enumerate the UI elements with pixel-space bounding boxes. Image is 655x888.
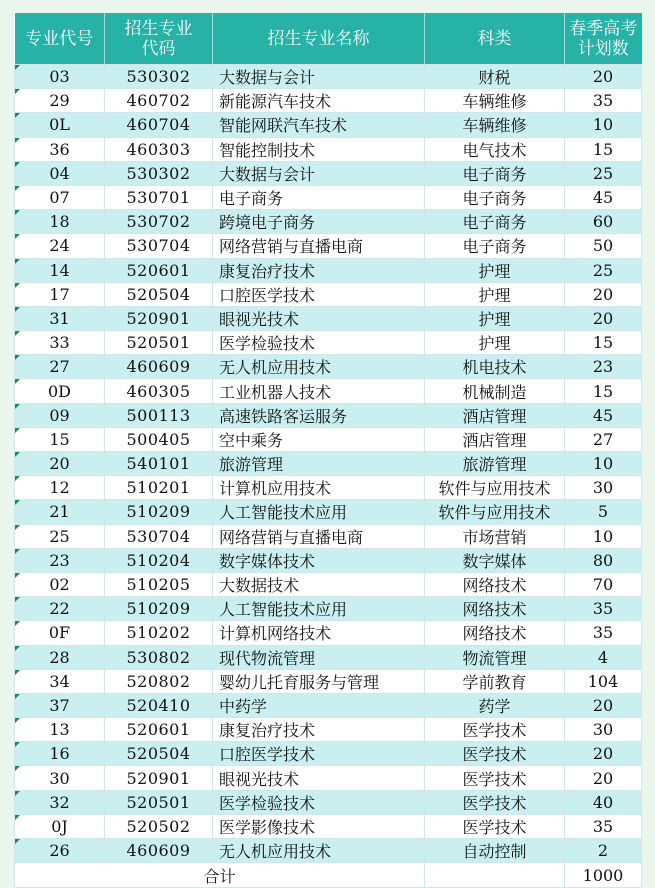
- table-row: [15, 814, 642, 838]
- row-major-code-cell: 520901: [105, 766, 213, 790]
- row-category-cell: 医学技术: [425, 766, 565, 790]
- row-major-name-cell: 空中乘务: [213, 427, 425, 451]
- table-row: [15, 766, 642, 790]
- row-code-cell: 02: [15, 572, 105, 596]
- row-plan-cell: 50: [565, 234, 642, 258]
- row-category-cell: 电子商务: [425, 185, 565, 209]
- row-code-cell: 25: [15, 524, 105, 548]
- row-category-cell: 护理: [425, 331, 565, 355]
- row-major-code-cell: 540101: [105, 452, 213, 476]
- row-code-cell: 0F: [15, 621, 105, 645]
- row-code-cell: 04: [15, 161, 105, 185]
- row-code-cell: 24: [15, 234, 105, 258]
- row-major-code-cell: 460609: [105, 839, 213, 863]
- row-major-name-cell: 大数据与会计: [213, 65, 425, 89]
- row-major-code-cell: 520601: [105, 258, 213, 282]
- row-code-cell: 27: [15, 355, 105, 379]
- row-major-name-cell: 口腔医学技术: [213, 742, 425, 766]
- row-code-cell: 22: [15, 597, 105, 621]
- row-major-code-cell: 530704: [105, 524, 213, 548]
- row-category-cell: 自动控制: [425, 839, 565, 863]
- row-major-code-cell: 460303: [105, 137, 213, 161]
- row-category-cell: 物流管理: [425, 645, 565, 669]
- row-major-code-cell: 500405: [105, 427, 213, 451]
- row-plan-cell: 23: [565, 355, 642, 379]
- row-category-cell: 财税: [425, 65, 565, 89]
- row-major-name-cell: 康复治疗技术: [213, 718, 425, 742]
- total-row: [15, 863, 642, 888]
- row-plan-cell: 30: [565, 476, 642, 500]
- row-code-cell: 26: [15, 839, 105, 863]
- table-row: [15, 210, 642, 234]
- table-row: [15, 452, 642, 476]
- row-major-name-cell: 医学检验技术: [213, 790, 425, 814]
- row-major-name-cell: 眼视光技术: [213, 766, 425, 790]
- table-row: [15, 500, 642, 524]
- row-major-code-cell: 520502: [105, 814, 213, 838]
- row-code-cell: 36: [15, 137, 105, 161]
- row-major-name-cell: 婴幼儿托育服务与管理: [213, 669, 425, 693]
- table-row: [15, 790, 642, 814]
- row-major-name-cell: 计算机应用技术: [213, 476, 425, 500]
- row-major-name-cell: 无人机应用技术: [213, 355, 425, 379]
- row-category-cell: 护理: [425, 258, 565, 282]
- row-code-cell: 30: [15, 766, 105, 790]
- row-code-cell: 20: [15, 452, 105, 476]
- row-plan-cell: 20: [565, 766, 642, 790]
- row-major-name-cell: 人工智能技术应用: [213, 597, 425, 621]
- row-major-code-cell: 520504: [105, 282, 213, 306]
- row-major-code-cell: 520901: [105, 306, 213, 330]
- row-plan-cell: 40: [565, 790, 642, 814]
- row-category-cell: 护理: [425, 306, 565, 330]
- table-row: [15, 572, 642, 596]
- row-plan-cell: 35: [565, 814, 642, 838]
- table-row: [15, 258, 642, 282]
- header-plan-text: 春季高考 计划数: [569, 18, 638, 59]
- table-row: [15, 476, 642, 500]
- row-major-code-cell: 460704: [105, 113, 213, 137]
- row-major-name-cell: 大数据与会计: [213, 161, 425, 185]
- table-row: [15, 839, 642, 863]
- table-row: [15, 113, 642, 137]
- row-plan-cell: 104: [565, 669, 642, 693]
- row-plan-cell: 20: [565, 282, 642, 306]
- row-category-cell: 机电技术: [425, 355, 565, 379]
- table-row: [15, 282, 642, 306]
- row-plan-cell: 35: [565, 621, 642, 645]
- row-code-cell: 33: [15, 331, 105, 355]
- row-major-name-cell: 网络营销与直播电商: [213, 234, 425, 258]
- row-code-cell: 0D: [15, 379, 105, 403]
- row-plan-cell: 4: [565, 645, 642, 669]
- row-major-name-cell: 眼视光技术: [213, 306, 425, 330]
- row-major-code-cell: 460702: [105, 89, 213, 113]
- row-category-cell: 数字媒体: [425, 548, 565, 572]
- row-plan-cell: 10: [565, 524, 642, 548]
- total-empty: [425, 863, 565, 888]
- row-code-cell: 31: [15, 306, 105, 330]
- row-major-code-cell: 530802: [105, 645, 213, 669]
- row-major-code-cell: 510209: [105, 597, 213, 621]
- row-major-name-cell: 跨境电子商务: [213, 210, 425, 234]
- header-major-name: 招生专业名称: [213, 13, 425, 65]
- row-code-cell: 16: [15, 742, 105, 766]
- row-major-name-cell: 计算机网络技术: [213, 621, 425, 645]
- total-label: 合计: [15, 863, 425, 888]
- row-category-cell: 药学: [425, 693, 565, 717]
- row-major-name-cell: 口腔医学技术: [213, 282, 425, 306]
- row-category-cell: 电子商务: [425, 234, 565, 258]
- row-code-cell: 12: [15, 476, 105, 500]
- row-plan-cell: 20: [565, 306, 642, 330]
- table-row: [15, 161, 642, 185]
- row-major-name-cell: 医学影像技术: [213, 814, 425, 838]
- row-plan-cell: 5: [565, 500, 642, 524]
- row-code-cell: 28: [15, 645, 105, 669]
- row-major-code-cell: 500113: [105, 403, 213, 427]
- row-code-cell: 15: [15, 427, 105, 451]
- enrollment-plan-table: [14, 13, 642, 888]
- row-major-name-cell: 中药学: [213, 693, 425, 717]
- row-major-name-cell: 数字媒体技术: [213, 548, 425, 572]
- table-row: [15, 621, 642, 645]
- row-category-cell: 网络技术: [425, 597, 565, 621]
- row-plan-cell: 2: [565, 839, 642, 863]
- row-major-name-cell: 电子商务: [213, 185, 425, 209]
- table-row: [15, 548, 642, 572]
- row-plan-cell: 15: [565, 331, 642, 355]
- row-category-cell: 医学技术: [425, 718, 565, 742]
- table-row: [15, 669, 642, 693]
- row-plan-cell: 60: [565, 210, 642, 234]
- row-code-cell: 07: [15, 185, 105, 209]
- row-plan-cell: 35: [565, 89, 642, 113]
- row-plan-cell: 10: [565, 113, 642, 137]
- row-major-name-cell: 人工智能技术应用: [213, 500, 425, 524]
- row-major-name-cell: 智能网联汽车技术: [213, 113, 425, 137]
- table-row: [15, 427, 642, 451]
- row-category-cell: 医学技术: [425, 790, 565, 814]
- row-category-cell: 酒店管理: [425, 427, 565, 451]
- row-plan-cell: 25: [565, 161, 642, 185]
- header-major-code: [105, 13, 213, 65]
- row-major-code-cell: 520504: [105, 742, 213, 766]
- row-plan-cell: 80: [565, 548, 642, 572]
- row-code-cell: 18: [15, 210, 105, 234]
- row-category-cell: 电子商务: [425, 161, 565, 185]
- row-major-code-cell: 460609: [105, 355, 213, 379]
- table-row: [15, 718, 642, 742]
- header-code: 专业代号: [15, 13, 105, 65]
- table-row: [15, 137, 642, 161]
- row-major-name-cell: 新能源汽车技术: [213, 89, 425, 113]
- row-major-code-cell: 460305: [105, 379, 213, 403]
- row-major-code-cell: 520501: [105, 331, 213, 355]
- row-plan-cell: 20: [565, 693, 642, 717]
- table-row: [15, 403, 642, 427]
- row-category-cell: 酒店管理: [425, 403, 565, 427]
- row-category-cell: 医学技术: [425, 742, 565, 766]
- row-code-cell: 37: [15, 693, 105, 717]
- row-code-cell: 03: [15, 65, 105, 89]
- row-plan-cell: 45: [565, 403, 642, 427]
- row-major-name-cell: 现代物流管理: [213, 645, 425, 669]
- row-major-code-cell: 530302: [105, 65, 213, 89]
- row-major-name-cell: 大数据技术: [213, 572, 425, 596]
- row-code-cell: 0J: [15, 814, 105, 838]
- row-major-code-cell: 510201: [105, 476, 213, 500]
- table-row: [15, 379, 642, 403]
- table-row: [15, 234, 642, 258]
- row-plan-cell: 15: [565, 379, 642, 403]
- row-major-code-cell: 520802: [105, 669, 213, 693]
- row-code-cell: 0L: [15, 113, 105, 137]
- row-category-cell: 旅游管理: [425, 452, 565, 476]
- row-major-name-cell: 无人机应用技术: [213, 839, 425, 863]
- row-major-name-cell: 网络营销与直播电商: [213, 524, 425, 548]
- row-plan-cell: 20: [565, 65, 642, 89]
- row-code-cell: 32: [15, 790, 105, 814]
- table-row: [15, 65, 642, 89]
- row-major-code-cell: 530701: [105, 185, 213, 209]
- row-plan-cell: 25: [565, 258, 642, 282]
- row-major-code-cell: 510209: [105, 500, 213, 524]
- header-major-code-text: 招生专业 代码: [124, 18, 193, 59]
- row-plan-cell: 20: [565, 742, 642, 766]
- row-major-name-cell: 旅游管理: [213, 452, 425, 476]
- row-plan-cell: 15: [565, 137, 642, 161]
- row-category-cell: 软件与应用技术: [425, 476, 565, 500]
- row-major-name-cell: 医学检验技术: [213, 331, 425, 355]
- table-row: [15, 597, 642, 621]
- row-major-code-cell: 510205: [105, 572, 213, 596]
- row-category-cell: 电气技术: [425, 137, 565, 161]
- total-value: 1000: [565, 863, 642, 888]
- row-category-cell: 网络技术: [425, 572, 565, 596]
- header-category: 科类: [425, 13, 565, 65]
- row-major-name-cell: 高速铁路客运服务: [213, 403, 425, 427]
- row-category-cell: 电子商务: [425, 210, 565, 234]
- table-row: [15, 524, 642, 548]
- row-category-cell: 市场营销: [425, 524, 565, 548]
- row-category-cell: 车辆维修: [425, 113, 565, 137]
- table-row: [15, 89, 642, 113]
- row-code-cell: 21: [15, 500, 105, 524]
- row-plan-cell: 30: [565, 718, 642, 742]
- row-major-name-cell: 智能控制技术: [213, 137, 425, 161]
- row-code-cell: 34: [15, 669, 105, 693]
- table-body: [15, 65, 642, 863]
- enrollment-table-panel: [14, 13, 641, 886]
- row-major-code-cell: 530702: [105, 210, 213, 234]
- row-major-name-cell: 工业机器人技术: [213, 379, 425, 403]
- row-major-code-cell: 510202: [105, 621, 213, 645]
- table-row: [15, 331, 642, 355]
- table-row: [15, 645, 642, 669]
- row-category-cell: 网络技术: [425, 621, 565, 645]
- row-code-cell: 29: [15, 89, 105, 113]
- row-major-code-cell: 520501: [105, 790, 213, 814]
- table-row: [15, 355, 642, 379]
- row-code-cell: 23: [15, 548, 105, 572]
- row-major-code-cell: 520601: [105, 718, 213, 742]
- row-major-code-cell: 520410: [105, 693, 213, 717]
- row-category-cell: 医学技术: [425, 814, 565, 838]
- row-plan-cell: 45: [565, 185, 642, 209]
- row-major-name-cell: 康复治疗技术: [213, 258, 425, 282]
- row-major-code-cell: 530302: [105, 161, 213, 185]
- row-code-cell: 14: [15, 258, 105, 282]
- row-category-cell: 学前教育: [425, 669, 565, 693]
- table-row: [15, 306, 642, 330]
- row-code-cell: 17: [15, 282, 105, 306]
- row-plan-cell: 27: [565, 427, 642, 451]
- row-code-cell: 09: [15, 403, 105, 427]
- table-header-row: [15, 13, 642, 65]
- row-plan-cell: 35: [565, 597, 642, 621]
- row-plan-cell: 70: [565, 572, 642, 596]
- row-major-code-cell: 530704: [105, 234, 213, 258]
- row-major-code-cell: 510204: [105, 548, 213, 572]
- header-plan: [565, 13, 642, 65]
- row-plan-cell: 10: [565, 452, 642, 476]
- table-row: [15, 185, 642, 209]
- row-category-cell: 机械制造: [425, 379, 565, 403]
- row-category-cell: 车辆维修: [425, 89, 565, 113]
- row-code-cell: 13: [15, 718, 105, 742]
- table-row: [15, 693, 642, 717]
- row-category-cell: 护理: [425, 282, 565, 306]
- row-category-cell: 软件与应用技术: [425, 500, 565, 524]
- table-row: [15, 742, 642, 766]
